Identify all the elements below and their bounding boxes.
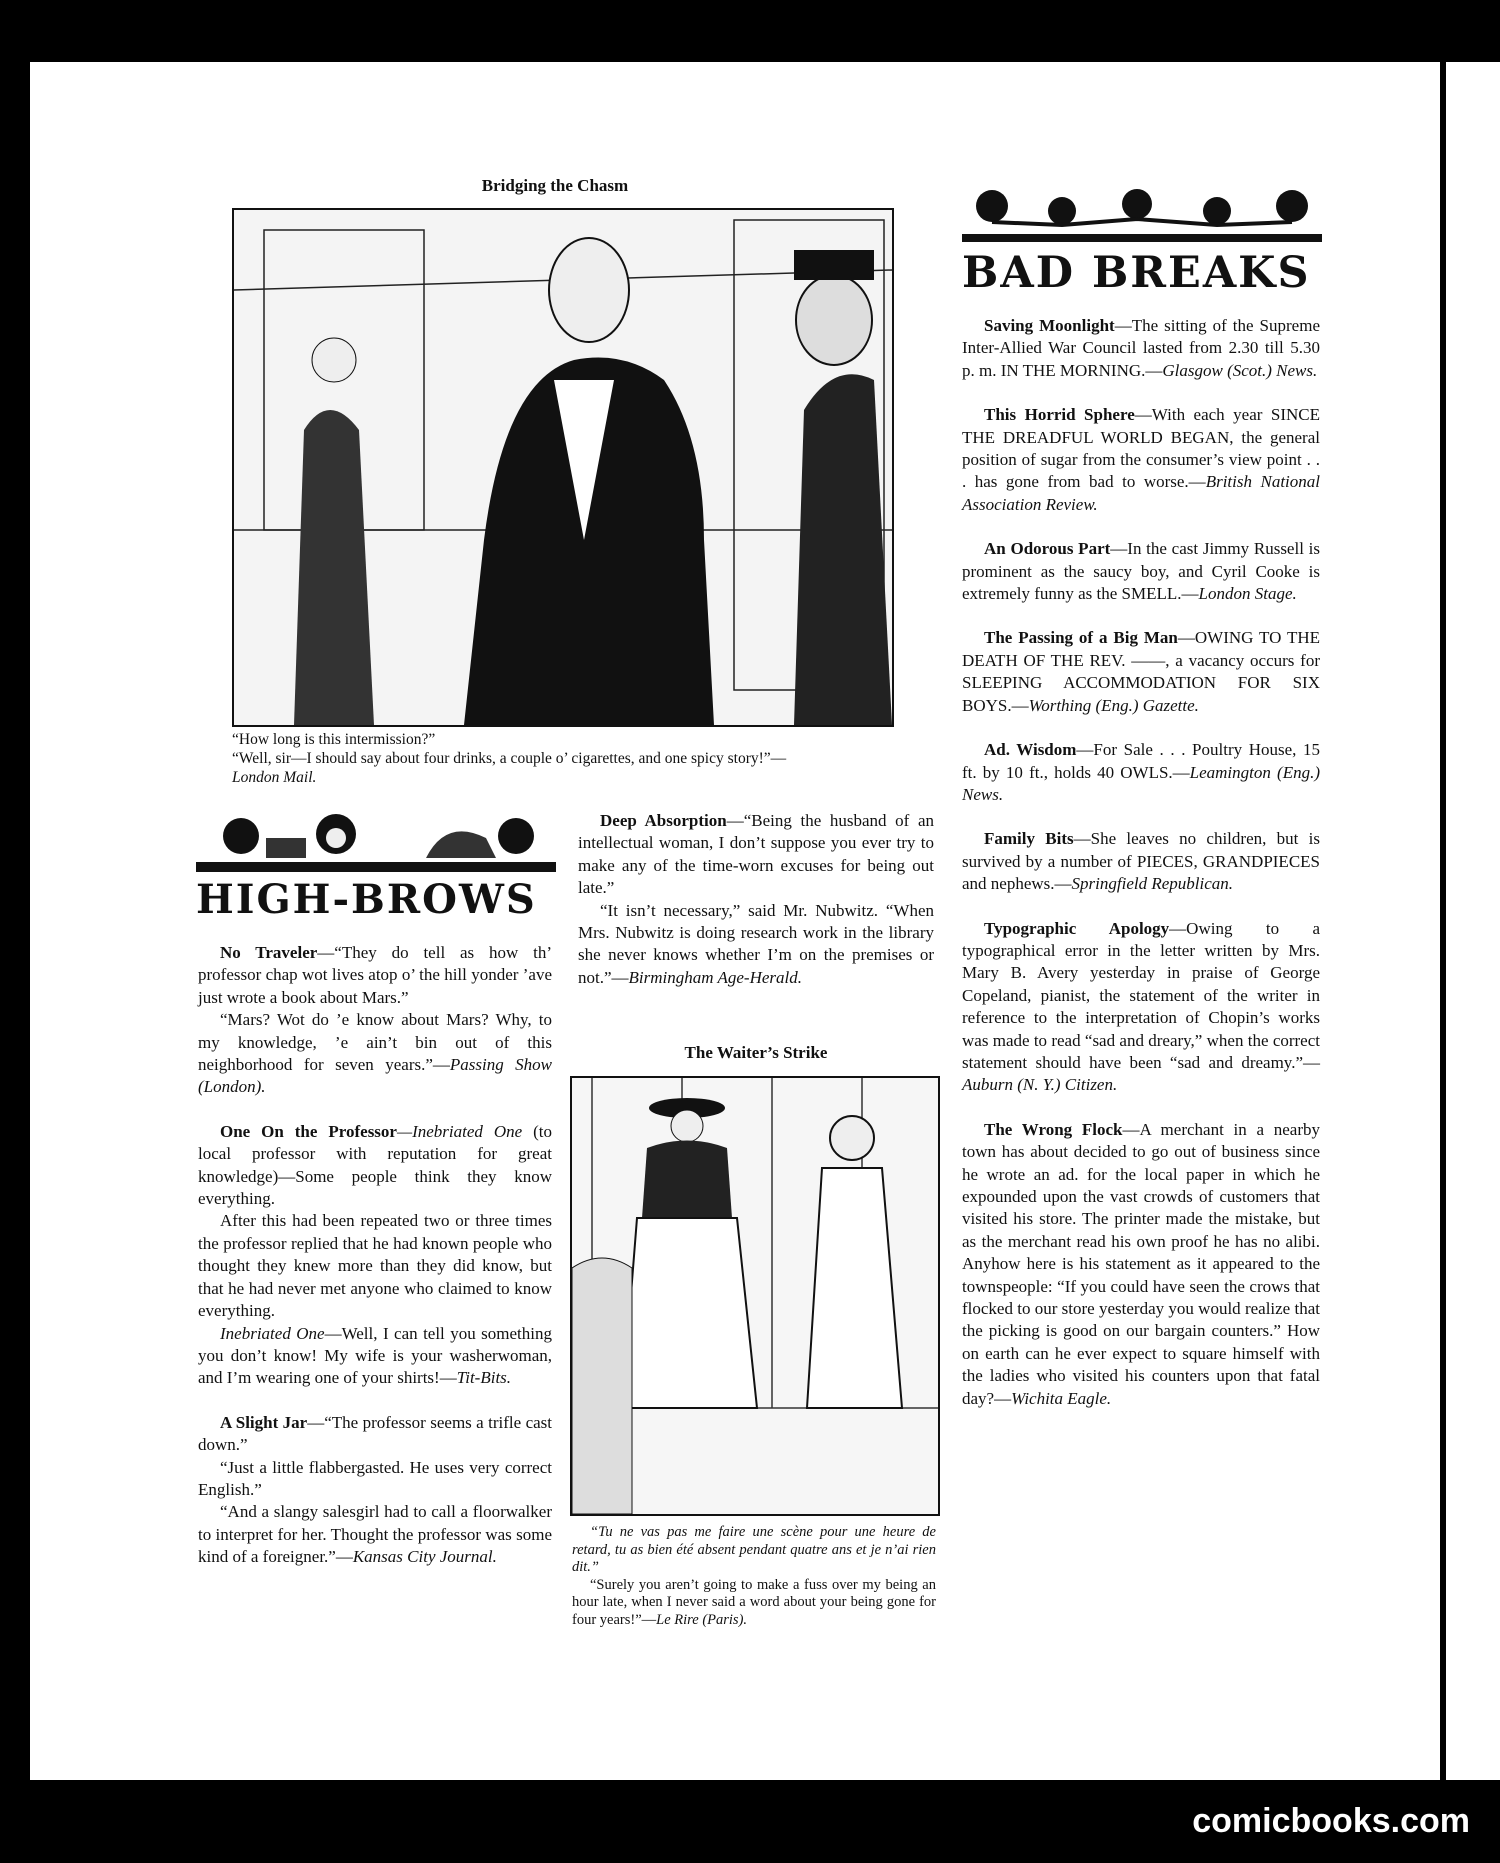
bad-breaks-item [962, 315, 1320, 382]
high-brows-banner-art [196, 808, 556, 874]
item-title: Typographic Apology [984, 918, 1170, 938]
item-source: London Stage. [1198, 584, 1297, 604]
high-brows-item [198, 1412, 552, 1569]
caption-line-2: “Well, sir—I should say about four drinks, a couple o’ cigarettes, and one spicy story!”— [232, 750, 787, 767]
caption-line-1: “How long is this intermission?” [232, 731, 436, 748]
item-title: Family Bits [984, 829, 1074, 849]
bad-breaks-item [962, 1119, 1320, 1410]
item-text: —OWING TO THE DEATH OF THE REV. ——, a vacancy occurs for SLEEPING ACCOMMODATION FOR SIX BOYS.— [962, 628, 1321, 715]
item-text: —For Sale . . . Poultry House, 15 ft. by 10 ft., holds 40 OWLS.— [962, 740, 1320, 782]
item-title: No Traveler [220, 943, 318, 962]
item-source: Passing Show (London). [198, 1055, 552, 1097]
item-source: Springfield Republican. [1071, 874, 1234, 894]
top-cartoon-title: Bridging the Chasm [481, 176, 629, 195]
item-title: Ad. Wisdom [984, 740, 1077, 760]
item-text: After this had been repeated two or three times the professor replied that he had known people who thought they knew more than they did know, but that he had never met anyone who claimed to know everything. [198, 1211, 552, 1321]
item-title: The Passing of a Big Man [984, 628, 1178, 648]
item-text: —With each year SINCE THE DREADFUL WORLD BEGAN, the general position of sugar from the consumer’s view point . . . has gone from bad to worse.— [962, 405, 1320, 492]
item-source: Kansas City Journal. [352, 1547, 497, 1567]
waiters-strike-title: The Waiter’s Strike [684, 1043, 828, 1062]
item-title: The Wrong Flock [984, 1119, 1123, 1139]
item-source: Glasgow (Scot.) News. [1162, 360, 1318, 380]
item-text: —“The professor seems a trifle cast down.” [198, 1412, 552, 1455]
item-text: —Well, I can tell you something you don’t know! My wife is your washerwoman, and I’m wearing one of your shirts!— [198, 1323, 552, 1388]
item-source: British National Association Review. [962, 472, 1320, 514]
item-source: Tit-Bits. [456, 1368, 512, 1388]
item-text: —In the cast Jimmy Russell is prominent as the saucy boy, and Cyril Cooke is extremely funny as the SMELL.— [962, 539, 1320, 604]
bad-breaks-item [962, 627, 1320, 717]
high-brows-item [198, 942, 552, 1099]
waiters-strike-caption [572, 1524, 936, 1629]
bad-breaks-item [962, 828, 1320, 895]
item-title: Saving Moonlight [984, 316, 1115, 335]
item-source: Wichita Eagle. [1011, 1388, 1112, 1408]
item-text: —She leaves no children, but is survived by a number of PIECES, GRANDPIECES and nephews.— [962, 829, 1320, 894]
item-source: Worthing (Eng.) Gazette. [1028, 695, 1199, 715]
waiters-strike-illustration [570, 1076, 940, 1516]
item-title: This Horrid Sphere [984, 405, 1135, 425]
watermark: comicbooks.com [1192, 1802, 1470, 1840]
item-title: A Slight Jar [220, 1412, 308, 1432]
adjacent-page-edge [1440, 62, 1500, 1780]
bad-breaks-heading: BAD BREAKS [962, 248, 1311, 298]
bad-breaks-banner-art [962, 176, 1322, 246]
high-brows-column [198, 942, 552, 1591]
item-text: (to local professor with reputation for great knowledge)—Some people think they know everything. [198, 1121, 552, 1209]
item-source: Auburn (N. Y.) Citizen. [962, 1075, 1118, 1095]
caption-english: “Surely you aren’t going to make a fuss over my being an hour late, when I never said a word about your being gone for four years!”— [572, 1576, 936, 1628]
item-text: “Mars? Wot do ’e know about Mars? Why, to my knowledge, ’e ain’t bin out of this neighborhood for seven years.”— [198, 1010, 552, 1075]
item-title: Deep Absorption [600, 811, 727, 830]
item-text: —“Being the husband of an intellectual woman, I don’t suppose you ever try to make any of the time-worn excuses for being out late.” [578, 811, 934, 898]
bad-breaks-item [962, 918, 1320, 1097]
bad-breaks-item [962, 739, 1320, 806]
caption-source: Le Rire (Paris). [656, 1611, 748, 1628]
bad-breaks-item [962, 404, 1320, 516]
top-cartoon-caption [232, 730, 912, 787]
item-text: —The sitting of the Supreme Inter-Allied War Council lasted from 2.30 till 5.30 p. m. IN THE MORNING.— [962, 316, 1320, 380]
item-text: —Owing to a typographical error in the letter written by Mrs. Mary B. Avery yesterday in praise of George Copeland, pianist, the statement of the writer in reference to the interpretation of Chopin’s works was made to read “sad and dreary,” when the correct statement should have been “sad and dreamy.”— [962, 918, 1320, 1072]
high-brows-item [198, 1121, 552, 1390]
item-title: An Odorous Part [984, 539, 1111, 559]
item-text: “It isn’t necessary,” said Mr. Nubwitz. “When Mrs. Nubwitz is doing research work in the library she never knows whether I’m on the premises or not.”— [578, 900, 934, 987]
high-brows-heading: HIGH-BROWS [196, 876, 537, 923]
bad-breaks-column [962, 315, 1320, 1432]
bridging-the-chasm-illustration [232, 208, 894, 727]
item-text: —“They do tell as how th’ professor chap wot lives atop o’ the hill yonder ’ave just wrote a book about Mars.” [198, 943, 553, 1007]
caption-french: “Tu ne vas pas me faire une scène pour une heure de retard, tu as bien été absent pendant quatre ans et je n’ai rien dit.” [572, 1524, 936, 1575]
bad-breaks-item [962, 538, 1320, 605]
item-text: “Just a little flabbergasted. He uses very correct English.” [198, 1457, 552, 1499]
item-source: Leamington (Eng.) News. [962, 762, 1320, 804]
item-lead: Inebriated One [220, 1323, 325, 1343]
caption-source: London Mail. [232, 769, 317, 786]
item-title: One On the Professor [220, 1121, 397, 1141]
item-text: —A merchant in a nearby town has about decided to go out of business since he wrote an ad. for the local paper in which he expounded upon the vast crowds of customers that visited his store. The printer made the mistake, but as the merchant read his own proof he has no alibi. Anyhow here is his statement as it appeared to the townspeople: “If you could have seen the crows that flocked to our store yesterday you would realize that the picking is good on our bargain counters.” How on earth can he ever expect to square himself with the ladies who visited his counters upon that fatal day?— [962, 1119, 1320, 1408]
item-text: “And a slangy salesgirl had to call a floorwalker to interpret for her. Thought the professor was some kind of a foreigner.”— [198, 1502, 552, 1567]
deep-absorption-column [578, 810, 934, 989]
item-source: Birmingham Age-Herald. [628, 967, 802, 987]
item-lead: —Inebriated One [396, 1121, 523, 1141]
